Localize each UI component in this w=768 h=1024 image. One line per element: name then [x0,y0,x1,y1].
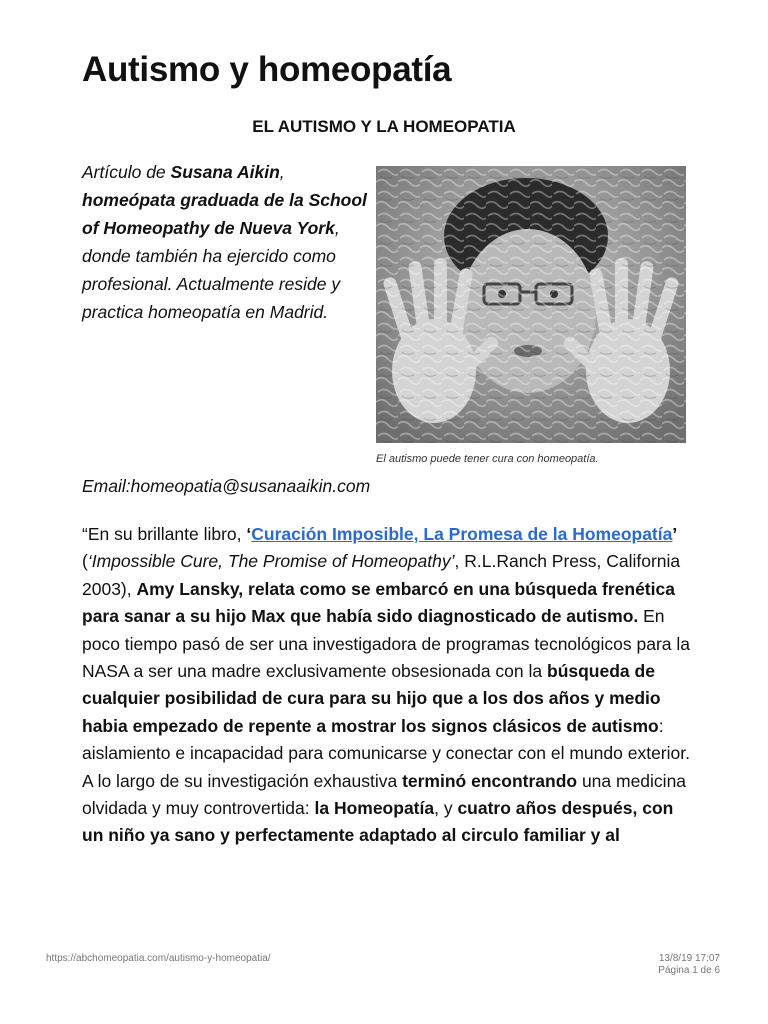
body-text-1: “En su brillante libro, [82,524,247,544]
footer-url: https://abchomeopatia.com/autismo-y-homeopatia/ [46,953,271,964]
quote-open: ‘ [246,524,252,544]
quote-close: ’ [672,524,678,544]
body-bold-1: Amy Lansky, relata como se embarcó en una búsqueda frenética para sanar a su hijo Max que había sido diagnosticado de autismo. [82,578,675,627]
author-email: Email:homeopatia@susanaaikin.com [82,476,371,496]
article-subtitle: EL AUTISMO Y LA HOMEOPATIA [252,117,516,136]
body-text-2: ( [82,551,88,572]
intro-text-3: , donde también ha ejercido como profesional. Actualmente reside y practica homeopatía en Madrid. [82,218,341,322]
body-text-7: , y [434,798,458,819]
body-text-3: , R.L.Ranch Press, California 2003), [82,551,681,599]
footer-datetime: 13/8/19 17:07 [658,953,720,964]
body-bold-4: la Homeopatía [314,798,435,819]
body-text-5: : aislamiento e incapacidad para comunicarse y conectar con el mundo exterior. A lo largo de su investigación exhaustiva [82,715,690,791]
intro-text-1: Artículo de [82,162,171,182]
footer-meta [658,953,720,977]
footer-page-number: Página 1 de 6 [658,965,720,976]
body-bold-3: terminó encontrando [402,770,578,791]
author-credential: homeópata graduada de la School of Homeopathy de Nueva York [82,190,367,238]
page-title: Autismo y homeopatía [82,50,452,89]
body-bold-5: cuatro años después, con un niño ya sano y perfectamente adaptado al circulo familiar y al [82,798,674,846]
body-text-6: una medicina olvidada y muy controvertida: [82,770,687,819]
body-bold-2: búsqueda de cualquier posibilidad de cura para su hijo que a los dos años y medio habia empezado de repente a mostrar los signos clásicos de autismo [82,661,661,736]
english-book-title: ‘Impossible Cure, The Promise of Homeopathy’ [87,551,455,572]
body-text-4: En poco tiempo pasó de ser una investigadora de programas tecnológicos para la NASA a ser una madre exclusivamente obsesionada con la [82,606,691,682]
intro-text-2: , [279,162,285,182]
child-behind-glass-illustration [376,166,686,443]
author-name: Susana Aikin [170,162,280,182]
author-intro [82,158,372,326]
article-image [376,166,686,443]
article-paragraph [82,521,692,850]
image-caption: El autismo puede tener cura con homeopatía. [376,453,599,465]
book-title-link[interactable]: Curación Imposible, La Promesa de la Homeopatía [251,524,673,544]
